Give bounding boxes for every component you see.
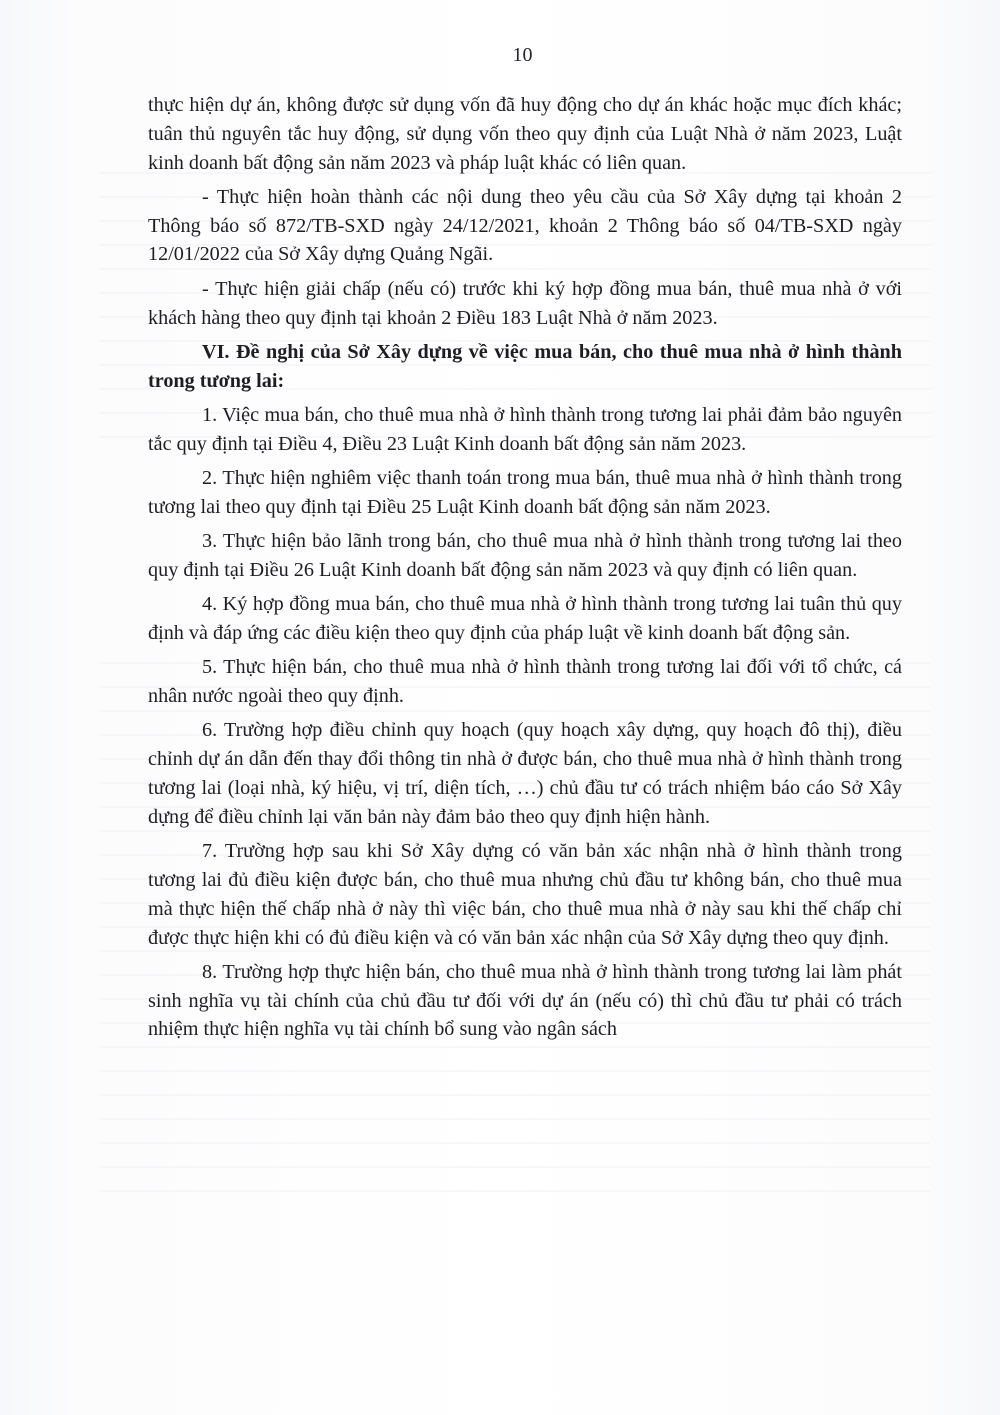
list-item-2: 2. Thực hiện nghiêm việc thanh toán trong mua bán, thuê mua nhà ở hình thành trong tương lai theo quy định tại Điều 25 Luật Kinh doanh bất động sản năm 2023. [148,467,902,518]
list-item-8: 8. Trường hợp thực hiện bán, cho thuê mua nhà ở hình thành trong tương lai làm phát sinh nghĩa vụ tài chính của chủ đầu tư đối với dự án (nếu có) thì chủ đầu tư phải có trách nhiệm thực hiện nghĩa vụ tài chính bổ sung vào ngân sách [148,960,902,1041]
paragraph-continuation: thực hiện dự án, không được sử dụng vốn đã huy động cho dự án khác hoặc mục đích khác; tuân thủ nguyên tắc huy động, sử dụng vốn theo quy định của Luật Nhà ở năm 2023, Luật kinh doanh bất động sản năm 2023 và pháp luật khác có liên quan. [148,94,902,174]
page-number: 10 [512,44,533,66]
paragraph-bullet-1: - Thực hiện hoàn thành các nội dung theo yêu cầu của Sở Xây dựng tại khoản 2 Thông báo số 872/TB-SXD ngày 24/12/2021, khoản 2 Thông báo số 04/TB-SXD ngày 12/01/2022 của Sở Xây dựng Quảng Ngãi. [148,185,902,266]
paragraph-bullet-2: - Thực hiện giải chấp (nếu có) trước khi ký hợp đồng mua bán, thuê mua nhà ở với khách hàng theo quy định tại khoản 2 Điều 183 Luật Nhà ở năm 2023. [148,277,902,329]
document-body [148,91,902,1050]
section-heading: VI. Đề nghị của Sở Xây dựng về việc mua bán, cho thuê mua nhà ở hình thành trong tương lai: [148,340,902,392]
list-item-3: 3. Thực hiện bảo lãnh trong bán, cho thuê mua nhà ở hình thành trong tương lai theo quy định tại Điều 26 Luật Kinh doanh bất động sản năm 2023 và quy định có liên quan. [148,530,902,581]
list-item-4: 4. Ký hợp đồng mua bán, cho thuê mua nhà ở hình thành trong tương lai tuân thủ quy định và đáp ứng các điều kiện theo quy định của pháp luật về kinh doanh bất động sản. [148,593,902,645]
list-item-1: 1. Việc mua bán, cho thuê mua nhà ở hình thành trong tương lai phải đảm bảo nguyên tắc quy định tại Điều 4, Điều 23 Luật Kinh doanh bất động sản năm 2023. [148,403,902,455]
list-item-6: 6. Trường hợp điều chỉnh quy hoạch (quy hoạch xây dựng, quy hoạch đô thị), điều chỉnh dự án dẫn đến thay đổi thông tin nhà ở được bán, cho thuê mua nhà ở hình thành trong tương lai (loại nhà, ký hiệu, vị trí, diện tích, …) chủ đầu tư có trách nhiệm báo cáo Sở Xây dựng để điều chỉnh lại văn bản này đảm bảo theo quy định hiện hành. [148,719,902,828]
list-item-7: 7. Trường hợp sau khi Sở Xây dựng có văn bản xác nhận nhà ở hình thành trong tương lai đủ điều kiện được bán, cho thuê mua nhưng chủ đầu tư không bán, cho thuê mua mà thực hiện thế chấp nhà ở này thì việc bán, cho thuê mua nhà ở này sau khi thế chấp chỉ được thực hiện khi có đủ điều kiện và có văn bản xác nhận của Sở Xây dựng theo quy định. [148,840,902,949]
list-item-5: 5. Thực hiện bán, cho thuê mua nhà ở hình thành trong tương lai đối với tổ chức, cá nhân nước ngoài theo quy định. [148,656,902,708]
